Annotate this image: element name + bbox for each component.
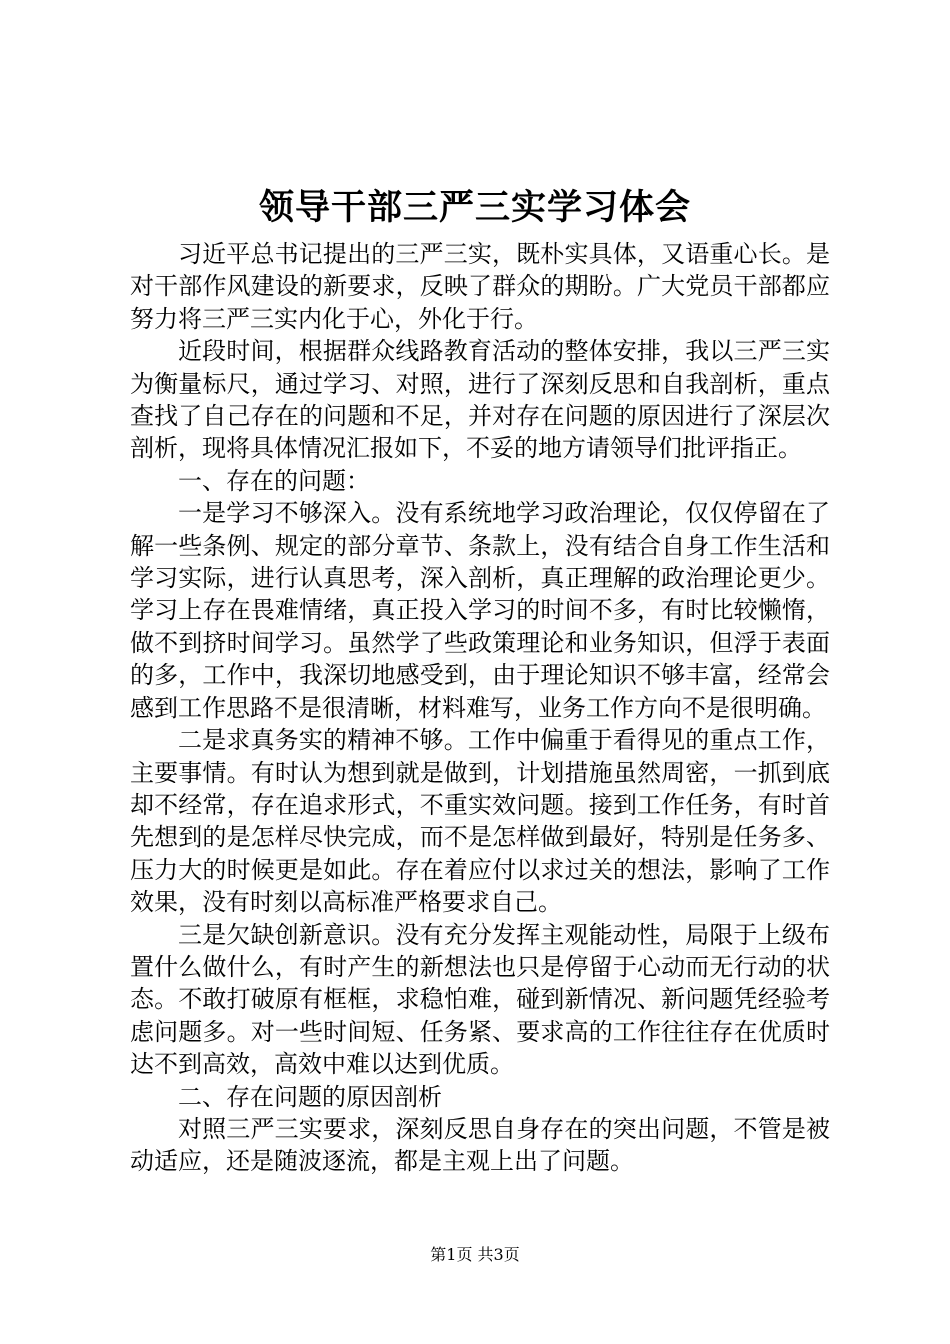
paragraph: 对照三严三实要求，深刻反思自身存在的突出问题，不管是被动适应，还是随波逐流，都是主观上出了问题。 [130,1114,830,1176]
section-heading: 一、存在的问题： [178,466,370,495]
paragraph: 近段时间，根据群众线路教育活动的整体安排，我以三严三实为衡量标尺，通过学习、对照，进行了深刻反思和自我剖析，重点查找了自己存在的问题和不足，并对存在问题的原因进行了深层次剖析，现将具体情况汇报如下，不妥的地方请领导们批评指正。 [130,337,830,463]
section-heading: 二、存在问题的原因剖析 [178,1082,442,1111]
paragraph: 习近平总书记提出的三严三实，既朴实具体，又语重心长。是对干部作风建设的新要求，反映了群众的期盼。广大党员干部都应努力将三严三实内化于心，外化于行。 [130,240,830,333]
document-body [130,238,830,1178]
document-title: 领导干部三严三实学习体会 [258,187,691,228]
paragraph: 一是学习不够深入。没有系统地学习政治理论，仅仅停留在了解一些条例、规定的部分章节、条款上，没有结合自身工作生活和学习实际，进行认真思考，深入剖析，真正理解的政治理论更少。学习上存在畏难情绪，真正投入学习的时间不多，有时比较懒惰，做不到挤时间学习。虽然学了些政策理论和业务知识，但浮于表面的多，工作中，我深切地感受到，由于理论知识不够丰富，经常会感到工作思路不是很清晰，材料难写，业务工作方向不是很明确。 [130,499,830,722]
page-footer: 第1页 共3页 [430,1245,520,1264]
paragraph: 三是欠缺创新意识。没有充分发挥主观能动性，局限于上级布置什么做什么，有时产生的新想法也只是停留于心动而无行动的状态。不敢打破原有框框，求稳怕难，碰到新情况、新问题凭经验考虑问题多。对一些时间短、任务紧、要求高的工作往往存在优质时达不到高效，高效中难以达到优质。 [130,920,830,1079]
paragraph: 二是求真务实的精神不够。工作中偏重于看得见的重点工作，主要事情。有时认为想到就是做到，计划措施虽然周密，一抓到底却不经常，存在追求形式，不重实效问题。接到工作任务，有时首先想到的是怎样尽快完成，而不是怎样做到最好，特别是任务多、压力大的时候更是如此。存在着应付以求过关的想法，影响了工作效果，没有时刻以高标准严格要求自己。 [130,726,830,917]
